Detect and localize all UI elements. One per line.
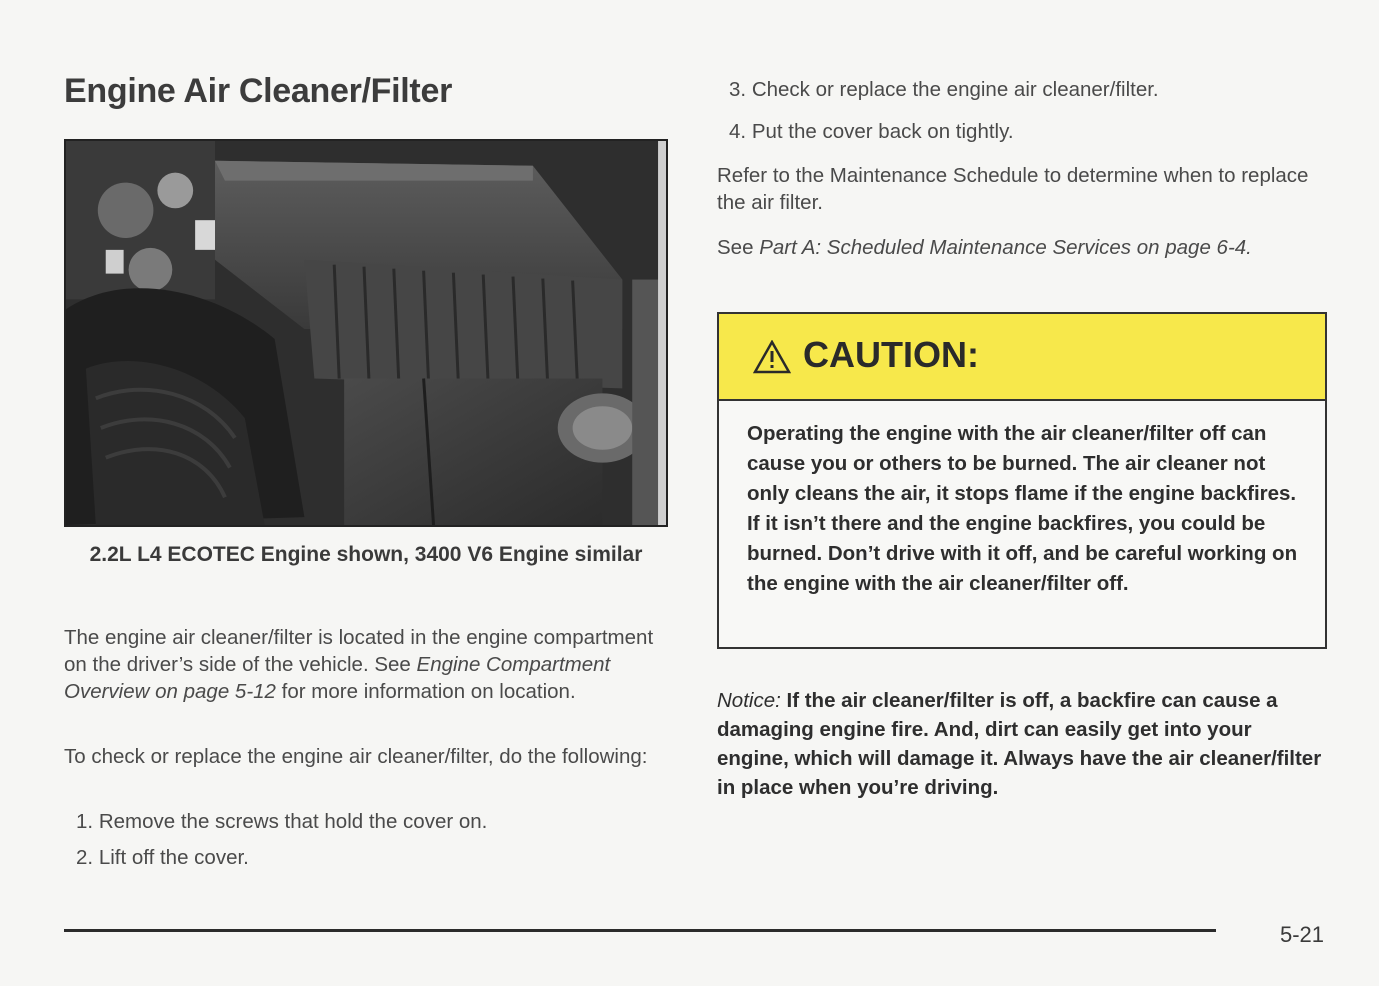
caution-heading: CAUTION: bbox=[803, 334, 979, 375]
engine-photo bbox=[64, 139, 668, 527]
warning-triangle-icon bbox=[753, 340, 791, 374]
photo-caption: 2.2L L4 ECOTEC Engine shown, 3400 V6 Engine similar bbox=[89, 543, 643, 566]
caution-box bbox=[717, 312, 1327, 649]
step-text: Put the cover back on tightly. bbox=[751, 120, 1014, 143]
location-text: The engine air cleaner/filter is located in the engine compartment on the driver’s side of the vehicle. bbox=[64, 626, 654, 676]
step-text: Lift off the cover. bbox=[98, 846, 249, 869]
step-number: 2. bbox=[76, 846, 94, 869]
step-item bbox=[729, 78, 1159, 102]
page-number: 5-21 bbox=[1280, 922, 1325, 947]
notice-label: Notice: bbox=[717, 689, 781, 712]
location-paragraph bbox=[64, 624, 668, 705]
see-word: See bbox=[717, 236, 754, 259]
step-item bbox=[729, 120, 1014, 144]
step-text: Remove the screws that hold the cover on. bbox=[98, 810, 488, 833]
scheduled-maintenance-reference-link[interactable]: Part A: Scheduled Maintenance Services on page 6-4. bbox=[759, 236, 1252, 259]
see-word: See bbox=[374, 653, 411, 676]
step-item bbox=[76, 810, 487, 834]
maintenance-schedule-paragraph: Refer to the Maintenance Schedule to determine when to replace the air filter. bbox=[717, 164, 1309, 214]
step-text: Check or replace the engine air cleaner/filter. bbox=[751, 78, 1159, 101]
engine-photo-illustration bbox=[66, 141, 666, 525]
step-item bbox=[76, 846, 249, 870]
caution-header bbox=[719, 314, 1325, 401]
step-number: 3. bbox=[729, 78, 747, 101]
instructions-intro: To check or replace the engine air cleaner/filter, do the following: bbox=[64, 745, 648, 768]
see-reference-paragraph bbox=[717, 234, 1277, 261]
step-number: 1. bbox=[76, 810, 94, 833]
notice-paragraph bbox=[717, 686, 1327, 802]
page-title: Engine Air Cleaner/Filter bbox=[64, 72, 452, 110]
step-number: 4. bbox=[729, 120, 747, 143]
caution-body: Operating the engine with the air cleaner/filter off can cause you or others to be burned. The air cleaner not only cleans the air, it stops flame if the engine backfires. If it isn’t there and the engine backfires, you could be burned. Don’t drive with it off, and be careful working on the engine with the air cleaner/filter off. bbox=[747, 422, 1298, 595]
location-tail: for more information on location. bbox=[281, 680, 576, 703]
engine-compartment-reference-link[interactable]: Engine Compartment Overview on page 5-12 bbox=[64, 653, 611, 703]
notice-body: If the air cleaner/filter is off, a backfire can cause a damaging engine fire. And, dirt can easily get into your engine, which will damage it. Always have the air cleaner/filter in place when you’re driving. bbox=[717, 689, 1322, 799]
footer-rule bbox=[64, 929, 1216, 932]
